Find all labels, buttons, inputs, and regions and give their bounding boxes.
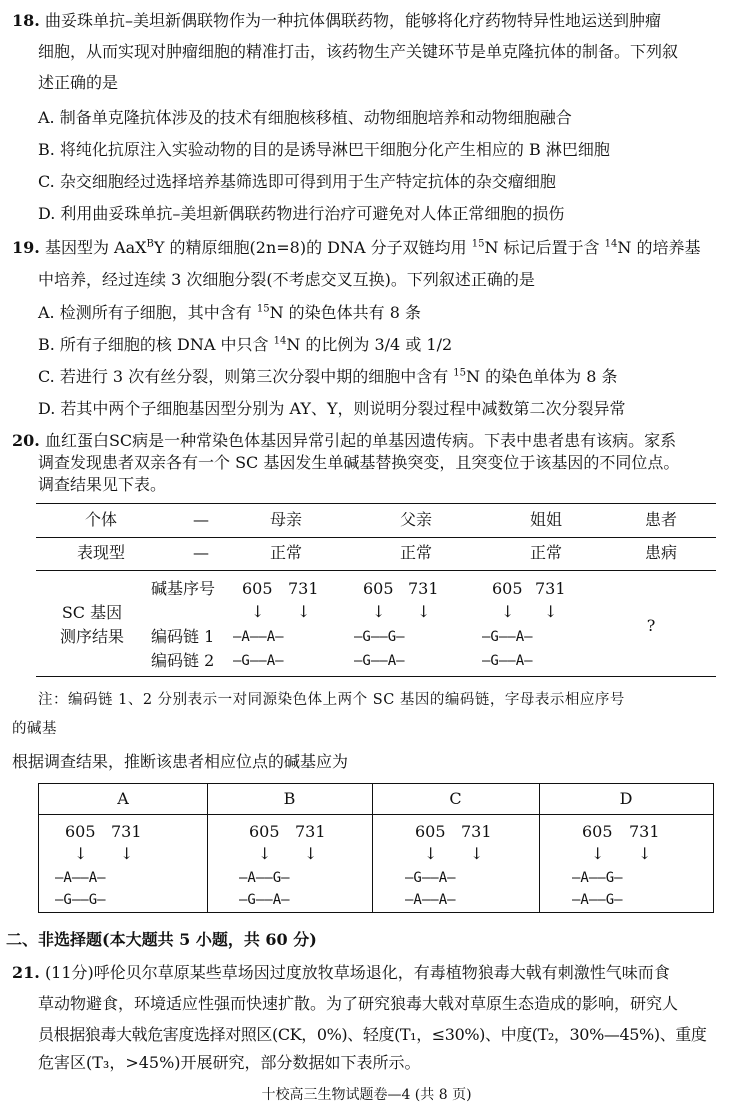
choice-b-pos-605: 605 [249,822,280,841]
choice-d-strand-2: —A——G— [572,892,623,908]
choice-d-pos-605: 605 [582,822,613,841]
base-index-label: 碱基序号 [151,579,216,598]
strand2-label: 编码链 2 [151,651,215,670]
phenotype-father: 正常 [399,543,432,562]
arrow-down-icon: ↓ [120,844,134,863]
choice-a-strand-2: —G——G— [55,892,106,908]
choice-c-label: C [449,789,462,808]
q19-stem-a: 基因型为 AaX [44,238,147,257]
q18-line-1 [12,10,724,32]
choice-a-pos-731: 731 [111,822,142,841]
arrow-down-icon: ↓ [544,602,558,621]
arrow-down-icon: ↓ [372,602,386,621]
q19-option-b-text-2: N 的比例为 3/4 或 1/2 [286,335,453,354]
header-patient: 患者 [644,510,677,529]
arrow-down-icon: ↓ [74,844,88,863]
q19-option-a-text-2: N 的染色体共有 8 条 [269,303,422,322]
q18-option-c: C. 杂交细胞经过选择培养基筛选即可得到用于生产特定抗体的杂交瘤细胞 [38,172,556,191]
q19-option-c-sup: 15 [453,367,467,379]
q18-stem-3: 述正确的是 [38,73,119,92]
table-note-2: 的碱基 [12,721,57,737]
q20-stem-2: 调查发现患者双亲各有一个 SC 基因发生单碱基替换突变，且突变位于该基因的不同位点。 [38,453,680,472]
arrow-down-icon: ↓ [258,844,272,863]
mother-pos-605: 605 [242,579,273,598]
arrow-down-icon: ↓ [470,844,484,863]
q21-number: 21. [12,963,40,982]
header-mother: 母亲 [269,510,302,529]
header-dash: — [193,510,209,529]
choice-d-strand-1: —A——G— [572,870,623,886]
mother-pos-731: 731 [288,579,319,598]
patient-result-unknown: ? [646,616,656,635]
arrow-down-icon: ↓ [591,844,605,863]
arrow-down-icon: ↓ [424,844,438,863]
q19-option-b-text-1: B. 所有子细胞的核 DNA 中只含 [38,335,274,354]
q21-stem-3: 员根据狼毒大戟危害度选择对照区(CK，0%)、轻度(T₁，≤30%)、中度(T₂，30%—45%)、重度 [38,1025,707,1044]
choice-c-strand-2: —A——A— [405,892,456,908]
father-strand-1: —G——G— [354,629,405,645]
table-mid-rule-2 [36,570,716,571]
choice-c-pos-605: 605 [415,822,446,841]
q19-option-a-text-1: A. 检测所有子细胞，其中含有 [38,303,257,322]
q18-option-a: A. 制备单克隆抗体涉及的技术有细胞核移植、动物细胞培养和动物细胞融合 [38,108,572,127]
q18-stem-1: 曲妥珠单抗–美坦新偶联物作为一种抗体偶联药物，能够将化疗药物特异性地运送到肿瘤 [44,11,661,30]
answer-choices-table [38,783,714,913]
sister-pos-605: 605 [492,579,523,598]
phenotype-sister: 正常 [529,543,562,562]
arrow-down-icon: ↓ [304,844,318,863]
q19-sup-15: 15 [471,238,485,250]
sister-strand-2: —G——A— [482,653,533,669]
q19-option-c-text-2: N 的染色单体为 8 条 [466,367,618,386]
strand1-label: 编码链 1 [151,627,215,646]
row-label-sc-gene: SC 基因 [61,603,123,622]
row-label-seq-result: 测序结果 [59,627,124,646]
table-mid-rule-1 [36,537,716,538]
q19-option-b [38,334,733,356]
q21-line-1 [12,962,724,984]
page-footer: 十校高三生物试题卷—4 (共 8 页) [261,1087,472,1103]
choice-a-pos-605: 605 [65,822,96,841]
q19-stem-b: Y 的精原细胞(2n=8)的 DNA 分子双链均用 [153,238,472,257]
q19-option-a-sup: 15 [256,303,270,315]
choice-d-label: D [619,789,633,808]
row-phenotype: 表现型 [76,543,125,562]
q20-stem-3: 调查结果见下表。 [38,475,167,494]
q18-option-d: D. 利用曲妥珠单抗–美坦新偶联药物进行治疗可避免对人体正常细胞的损伤 [38,204,565,223]
header-sister: 姐姐 [529,510,562,529]
header-divider [39,814,713,815]
arrow-down-icon: ↓ [638,844,652,863]
q20-question: 根据调查结果，推断该患者相应位点的碱基应为 [12,752,349,771]
table-note-1: 注：编码链 1、2 分别表示一对同源染色体上两个 SC 基因的编码链，字母表示相应序号 [38,692,625,708]
arrow-down-icon: ↓ [501,602,515,621]
q20-number: 20. [12,431,40,450]
choice-c-pos-731: 731 [461,822,492,841]
phenotype-mother: 正常 [269,543,302,562]
father-pos-731: 731 [408,579,439,598]
q18-number: 18. [12,11,40,30]
section-2-heading: 二、非选择题(本大题共 5 小题，共 60 分) [6,930,317,949]
choice-d-pos-731: 731 [629,822,660,841]
q20-line-1 [12,430,724,452]
phenotype-dash: — [193,543,209,562]
q19-number: 19. [12,238,40,257]
q21-stem-4: 危害区(T₃，>45%)开展研究，部分数据如下表所示。 [38,1053,421,1072]
q21-stem-2: 草动物避食，环境适应性强而快速扩散。为了研究狼毒大戟对草原生态造成的影响，研究人 [38,994,679,1013]
q19-stem-2: 中培养，经过连续 3 次细胞分裂(不考虑交叉互换)。下列叙述正确的是 [38,270,535,289]
q19-option-c-text-1: C. 若进行 3 次有丝分裂，则第三次分裂中期的细胞中含有 [38,367,454,386]
father-pos-605: 605 [363,579,394,598]
sister-pos-731: 731 [535,579,566,598]
choice-b-pos-731: 731 [295,822,326,841]
choice-a-strand-1: —A——A— [55,870,106,886]
choice-b-label: B [283,789,296,808]
choice-b-strand-1: —A——G— [239,870,290,886]
mother-strand-1: —A——A— [233,629,284,645]
q19-option-d: D. 若其中两个子细胞基因型分别为 AY、Y，则说明分裂过程中减数第二次分裂异常 [38,399,626,418]
choice-c-strand-1: —G——A— [405,870,456,886]
header-individual: 个体 [84,510,117,529]
q19-stem-d: N 的培养基 [617,238,701,257]
q19-sup-14: 14 [604,238,618,250]
arrow-down-icon: ↓ [417,602,431,621]
q19-option-c [38,366,733,388]
table-bottom-rule [36,676,716,677]
choice-a-label: A [117,789,129,808]
phenotype-patient: 患病 [644,543,677,562]
mother-strand-2: —G——A— [233,653,284,669]
q19-sup-b: B [146,238,154,250]
sister-strand-1: —G——A— [482,629,533,645]
arrow-down-icon: ↓ [297,602,311,621]
father-strand-2: —G——A— [354,653,405,669]
q19-line-1 [12,237,724,259]
q19-option-a [38,302,733,324]
choice-b-strand-2: —G——A— [239,892,290,908]
q19-option-b-sup: 14 [273,335,287,347]
header-father: 父亲 [399,510,432,529]
table-top-rule [36,503,716,504]
q20-stem-1: 血红蛋白SC病是一种常染色体基因异常引起的单基因遗传病。下表中患者患有该病。家系 [44,431,677,450]
q19-stem-c: N 标记后置于含 [484,238,605,257]
q18-stem-2: 细胞，从而实现对肿瘤细胞的精准打击，该药物生产关键环节是单克隆抗体的制备。下列叙 [38,42,679,61]
pedigree-sequencing-table [36,503,716,677]
arrow-down-icon: ↓ [251,602,265,621]
q18-option-b: B. 将纯化抗原注入实验动物的目的是诱导淋巴干细胞分化产生相应的 B 淋巴细胞 [38,140,610,159]
q21-stem-1: (11分)呼伦贝尔草原某些草场因过度放牧草场退化，有毒植物狼毒大戟有刺激性气味而食 [44,963,670,982]
